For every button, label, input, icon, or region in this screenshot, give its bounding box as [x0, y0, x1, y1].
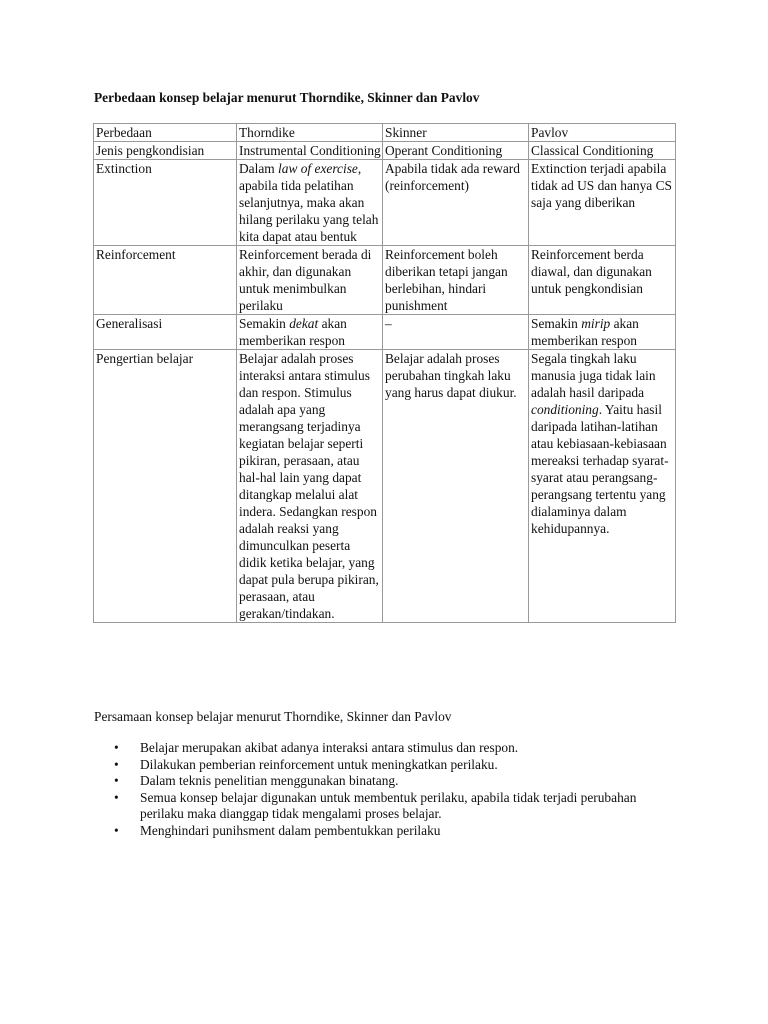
cell-text-italic: conditioning: [531, 402, 599, 417]
row-label: Pengertian belajar: [94, 350, 237, 623]
table-row: [94, 315, 676, 350]
table-row: [94, 246, 676, 315]
header-cell: Skinner: [383, 124, 529, 142]
similarities-heading: Persamaan konsep belajar menurut Thorndike, Skinner dan Pavlov: [94, 709, 452, 724]
cell-text-italic: mirip: [581, 316, 611, 331]
cell-text: Segala tingkah laku manusia juga tidak lain adalah hasil daripada: [531, 351, 656, 400]
row-label: Generalisasi: [94, 315, 237, 350]
list-item: [94, 773, 674, 790]
table-cell: [237, 160, 383, 246]
list-item-text: Dilakukan pemberian reinforcement untuk meningkatkan perilaku.: [140, 756, 498, 772]
table-cell: Reinforcement berada di akhir, dan digunakan untuk menimbulkan perilaku: [237, 246, 383, 315]
list-item: [94, 757, 674, 774]
cell-text: akan memberikan respon: [239, 316, 347, 348]
table-cell: Reinforcement berda diawal, dan digunakan untuk pengkondisian: [529, 246, 676, 315]
bullet-icon: •: [114, 740, 119, 755]
row-label: Jenis pengkondisian: [94, 142, 237, 160]
cell-text-italic: law of exercise: [278, 161, 358, 176]
bullet-icon: •: [114, 756, 119, 772]
cell-text-italic: dekat: [289, 316, 319, 331]
list-item-text: Semua konsep belajar digunakan untuk membentuk perilaku, apabila tidak terjadi perubahan perilaku maka dianggap tidak mengalami proses belajar.: [140, 789, 637, 821]
table-cell: [529, 350, 676, 623]
cell-text: Semakin: [531, 316, 582, 331]
list-item: [94, 823, 674, 840]
bullet-icon: •: [114, 822, 119, 838]
table-cell: Operant Conditioning: [383, 142, 529, 160]
table-cell: Reinforcement boleh diberikan tetapi jangan berlebihan, hindari punishment: [383, 246, 529, 315]
table-cell: –: [383, 315, 529, 350]
bullet-icon: •: [114, 773, 119, 788]
cell-text: . Yaitu hasil daripada latihan-latihan atau kebiasaan-kebiasaan mereaksi terhadap syarat-syarat atau perangsang-perangsang tertentu yang dialaminya dalam kehidupannya.: [531, 402, 669, 536]
list-item-text: Belajar merupakan akibat adanya interaksi antara stimulus dan respon.: [140, 740, 519, 755]
table-cell: Belajar adalah proses interaksi antara stimulus dan respon. Stimulus adalah apa yang merangsang terjadinya kegiatan belajar seperti pikiran, perasaan, atau hal-hal lain yang dapat ditangkap melalui alat indera. Sedangkan respon adalah reaksi yang dimunculkan peserta didik ketika belajar, yang dapat pula berupa pikiran, perasaan, atau gerakan/tindakan.: [237, 350, 383, 623]
table-cell: Instrumental Conditioning: [237, 142, 383, 160]
comparison-table: [93, 123, 676, 623]
bullet-icon: •: [114, 789, 119, 805]
cell-text: Semakin: [239, 316, 290, 331]
header-cell: Perbedaan: [94, 124, 237, 142]
table-cell: [237, 315, 383, 350]
header-cell: Thorndike: [237, 124, 383, 142]
table-row: [94, 350, 676, 623]
table-cell: Classical Conditioning: [529, 142, 676, 160]
row-label: Extinction: [94, 160, 237, 246]
cell-text: akan memberikan respon: [531, 316, 639, 348]
row-label: Reinforcement: [94, 246, 237, 315]
table-row: [94, 160, 676, 246]
list-item-text: Dalam teknis penelitian menggunakan binatang.: [140, 773, 399, 788]
cell-text: , apabila tida pelatihan selanjutnya, maka akan hilang perilaku yang telah kita dapat atau bentuk: [239, 161, 379, 244]
table-cell: Extinction terjadi apabila tidak ad US dan hanya CS saja yang diberikan: [529, 160, 676, 246]
cell-text: Dalam: [239, 161, 279, 176]
table-cell: Belajar adalah proses perubahan tingkah laku yang harus dapat diukur.: [383, 350, 529, 623]
table-header-row: [94, 124, 676, 142]
list-item-text: Menghindari punihsment dalam pembentukkan perilaku: [140, 822, 441, 838]
header-cell: Pavlov: [529, 124, 676, 142]
document-title: Perbedaan konsep belajar menurut Thorndike, Skinner dan Pavlov: [94, 90, 480, 105]
similarities-list: [94, 740, 674, 839]
table-cell: Apabila tidak ada reward (reinforcement): [383, 160, 529, 246]
list-item: [94, 740, 674, 757]
table-cell: [529, 315, 676, 350]
table-row: [94, 142, 676, 160]
list-item: [94, 790, 674, 823]
